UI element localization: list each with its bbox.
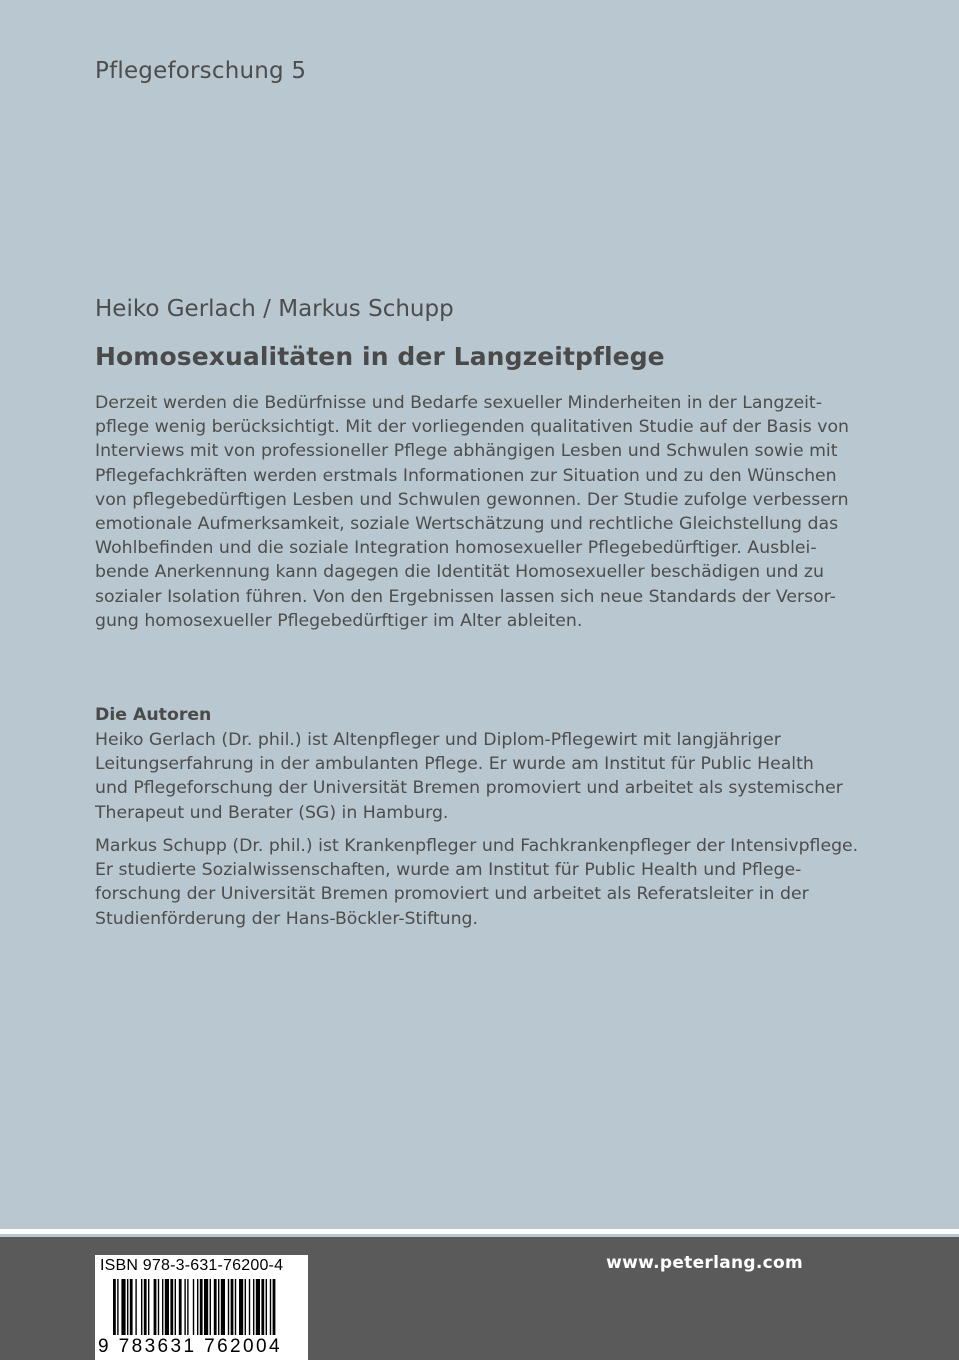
description-line: gung homosexueller Pflegebedürftiger im Alter ableiten. bbox=[95, 610, 583, 631]
description-line: sozialer Isolation führen. Von den Ergebnissen lassen sich neue Standards der Versor- bbox=[95, 586, 836, 607]
author-bio-schupp bbox=[95, 834, 859, 931]
description-line: bende Anerkennung kann dagegen die Identität Homosexueller beschädigen und zu bbox=[95, 562, 824, 583]
bio-line: forschung der Universität Bremen promoviert und arbeitet als Referatsleiter in der bbox=[95, 884, 809, 905]
description-line: Pflegefachkräften werden erstmals Informationen zur Situation und zu den Wünschen bbox=[95, 465, 837, 486]
description-line: Interviews mit von professioneller Pflege abhängigen Lesben und Schwulen sowie mit bbox=[95, 441, 838, 462]
barcode-icon bbox=[95, 1277, 308, 1337]
bio-line: Heiko Gerlach (Dr. phil.) ist Altenpfleger und Diplom-Pflegewirt mit langjähriger bbox=[95, 730, 781, 750]
bio-line: Studienförderung der Hans-Böckler-Stiftung. bbox=[95, 908, 479, 929]
description-line: von pflegebedürftigen Lesben und Schwulen gewonnen. Der Studie zufolge verbessern bbox=[95, 489, 849, 510]
description-line: pflege wenig berücksichtigt. Mit der vorliegenden qualitativen Studie auf der Basis von bbox=[95, 417, 849, 438]
publisher-website: www.peterlang.com bbox=[606, 1253, 803, 1273]
about-authors-heading: Die Autoren bbox=[95, 705, 212, 725]
author-names: Heiko Gerlach / Markus Schupp bbox=[95, 296, 454, 322]
bio-line: Leitungserfahrung in der ambulanten Pflege. Er wurde am Institut für Public Health bbox=[95, 754, 814, 775]
bio-line: Therapeut und Berater (SG) in Hamburg. bbox=[95, 802, 449, 823]
barcode-digits: 9 783631 762004 bbox=[98, 1336, 282, 1357]
footer-divider bbox=[0, 1229, 959, 1234]
description-line: emotionale Aufmerksamkeit, soziale Wertschätzung und rechtliche Gleichstellung das bbox=[95, 514, 839, 535]
bio-line: und Pflegeforschung der Universität Bremen promoviert und arbeitet als systemischer bbox=[95, 778, 843, 799]
bio-line: Er studierte Sozialwissenschaften, wurde am Institut für Public Health und Pflege- bbox=[95, 860, 802, 881]
description-line: Derzeit werden die Bedürfnisse und Bedarfe sexueller Minderheiten in der Langzeit- bbox=[95, 393, 822, 413]
isbn-label: ISBN 978-3-631-76200-4 bbox=[100, 1257, 284, 1274]
series-title: Pflegeforschung 5 bbox=[95, 58, 307, 84]
book-title: Homosexualitäten in der Langzeitpflege bbox=[95, 342, 665, 371]
book-description bbox=[95, 391, 849, 633]
bio-line: Markus Schupp (Dr. phil.) ist Krankenpfleger und Fachkrankenpfleger der Intensivpflege. bbox=[95, 836, 859, 856]
author-bio-gerlach bbox=[95, 728, 855, 825]
isbn-barcode bbox=[95, 1255, 308, 1360]
description-line: Wohlbefinden und die soziale Integration homosexueller Pflegebedürftiger. Ausblei- bbox=[95, 538, 817, 559]
